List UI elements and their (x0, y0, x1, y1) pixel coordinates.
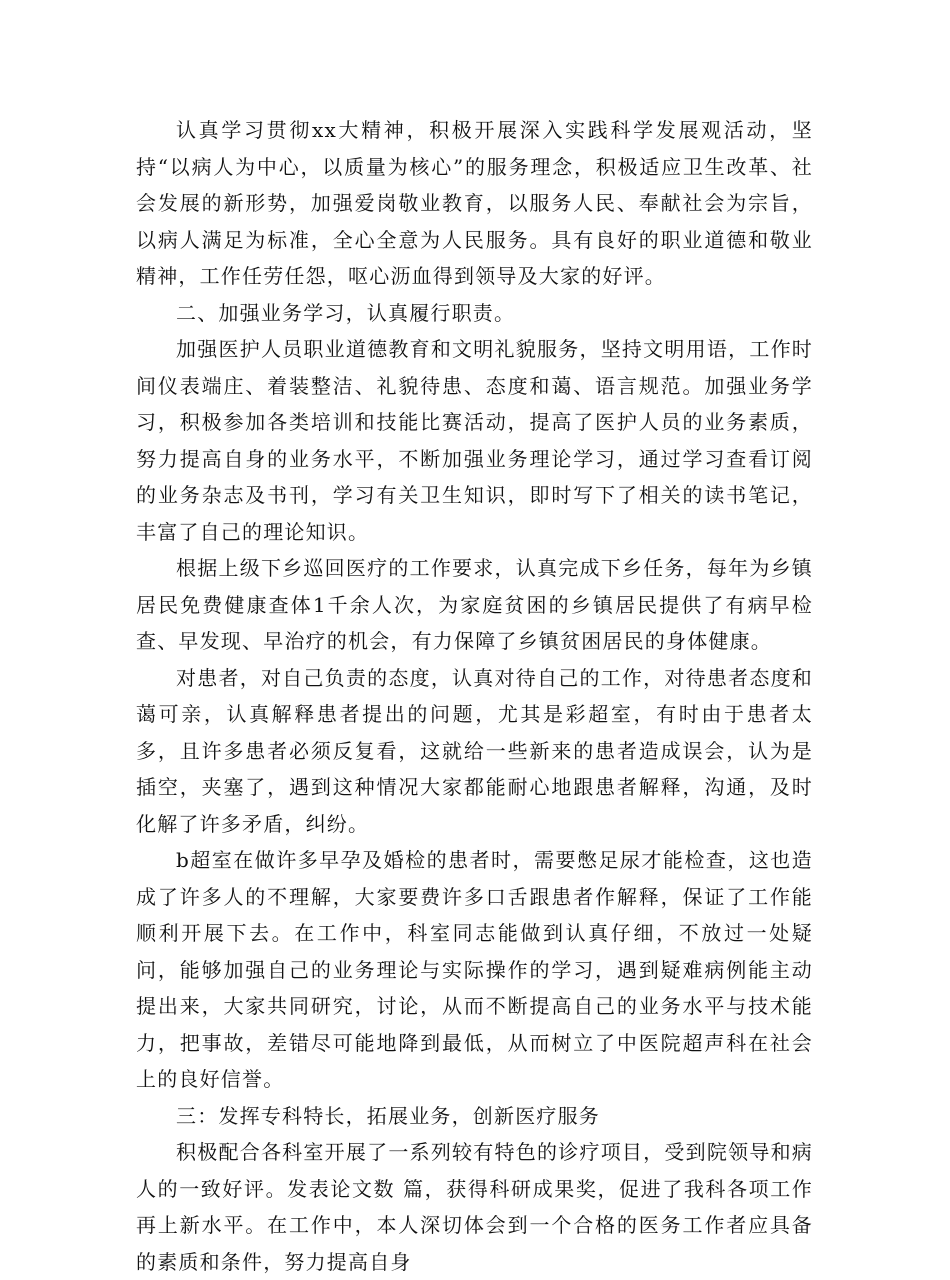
paragraph-3: 加强医护人员职业道德教育和文明礼貌服务，坚持文明用语，工作时间仪表端庄、着装整洁、礼貌待患、态度和蔼、语言规范。加强业务学习，积极参加各类培训和技能比赛活动，提高了医护人员的业务素质，努力提高自身的业务水平，不断加强业务理论学习，通过学习查看订阅的业务杂志及书刊，学习有关卫生知识，即时写下了相关的读书笔记，丰富了自己的理论知识。 (136, 337, 813, 544)
paragraph-4: 根据上级下乡巡回医疗的工作要求，认真完成下乡任务，每年为乡镇居民免费健康查体1千余人次，为家庭贫困的乡镇居民提供了有病早检查、早发现、早治疗的机会，有力保障了乡镇贫困居民的身体健康。 (136, 556, 813, 653)
section-heading-2: 二、加强业务学习，认真履行职责。 (176, 300, 516, 325)
paragraph-6: b超室在做许多早孕及婚检的患者时，需要憋足尿才能检查，这也造成了许多人的不理解，大家要费许多口舌跟患者作解释，保证了工作能顺利开展下去。在工作中，科室同志能做到认真仔细，不放过一处疑问，能够加强自己的业务理论与实际操作的学习，遇到疑难病例能主动提出来，大家共同研究，讨论，从而不断提高自己的业务水平与技术能力，把事故，差错尽可能地降到最低，从而树立了中医院超声科在社会上的良好信誉。 (136, 848, 813, 1091)
paragraph-1: 认真学习贯彻xx大精神，积极开展深入实践科学发展观活动，坚持“以病人为中心，以质量为核心”的服务理念，积极适应卫生改革、社会发展的新形势，加强爱岗敬业教育，以服务人民、奉献社会为宗旨，以病人满足为标准，全心全意为人民服务。具有良好的职业道德和敬业精神，工作任劳任怨，呕心沥血得到领导及大家的好评。 (136, 118, 813, 288)
section-heading-3: 三：发挥专科特长，拓展业务，创新医疗服务 (176, 1103, 600, 1128)
document-body (136, 112, 813, 1280)
paragraph-5: 对患者，对自己负责的态度，认真对待自己的工作，对待患者态度和蔼可亲，认真解释患者提出的问题，尤其是彩超室，有时由于患者太多，且许多患者必须反复看，这就给一些新来的患者造成误会，认为是插空，夹塞了，遇到这种情况大家都能耐心地跟患者解释，沟通，及时化解了许多矛盾，纠纷。 (136, 665, 813, 836)
paragraph-8: 积极配合各科室开展了一系列较有特色的诊疗项目，受到院领导和病人的一致好评。发表论文数 篇，获得科研成果奖，促进了我科各项工作再上新水平。在工作中，本人深切体会到一个合格的医务工作者应具备的素质和条件，努力提高自身 (136, 1140, 813, 1274)
